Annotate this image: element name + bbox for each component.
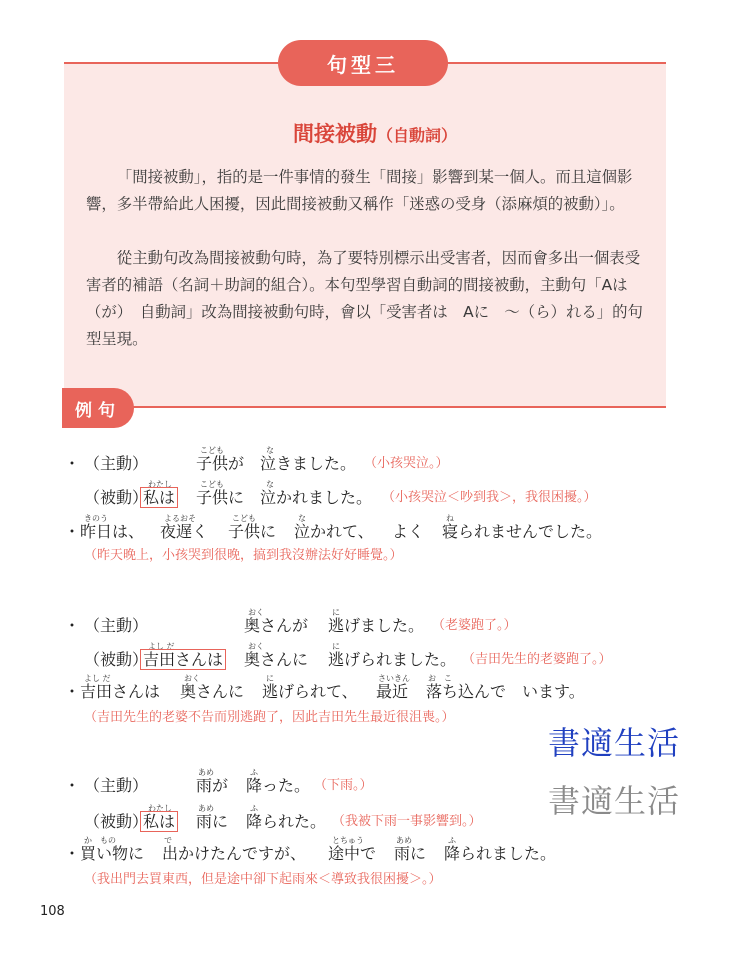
ruby: とちゅう bbox=[332, 836, 364, 845]
active-subject: 雨が bbox=[196, 776, 229, 795]
sentence-part: 子供に bbox=[228, 522, 277, 541]
ruby: よるおそ bbox=[164, 514, 196, 523]
passive-tag: （被動） bbox=[84, 650, 149, 669]
watermark: 書適生活 bbox=[548, 724, 681, 762]
examples-label: 例句 bbox=[62, 388, 134, 428]
ruby: こども bbox=[200, 480, 224, 489]
translation: （昨天晚上，小孩哭到很晚，搞到我沒辦法好好睡覺。） bbox=[84, 548, 403, 563]
ruby: きのう bbox=[84, 514, 108, 523]
active-verb: 泣きました。 bbox=[260, 454, 357, 473]
ruby: よし だ bbox=[84, 674, 111, 683]
passive-verb: 逃げられました。 bbox=[328, 650, 457, 669]
translation: （老婆跑了。） bbox=[432, 618, 517, 633]
active-subject: 子供が bbox=[196, 454, 245, 473]
ruby: あめ bbox=[198, 804, 214, 813]
ruby: おく bbox=[248, 608, 264, 617]
ruby: あめ bbox=[198, 768, 214, 777]
passive-agent: 子供に bbox=[196, 488, 245, 507]
sentence-part: 昨日は、 bbox=[80, 522, 145, 541]
active-tag: （主動） bbox=[84, 454, 149, 473]
ruby: ふ bbox=[250, 804, 258, 813]
ruby: こども bbox=[232, 514, 256, 523]
ruby: で bbox=[164, 836, 172, 845]
ruby: あめ bbox=[396, 836, 412, 845]
sentence-part: 泣かれて、 bbox=[294, 522, 374, 541]
translation: （吉田先生的老婆不告而別逃跑了，因此吉田先生最近很沮喪。） bbox=[84, 710, 455, 725]
active-subject: 奥さんが bbox=[244, 616, 309, 635]
ruby: さいきん bbox=[378, 674, 410, 683]
active-tag: （主動） bbox=[84, 616, 149, 635]
translation: （下雨。） bbox=[314, 778, 373, 793]
examples-divider bbox=[130, 406, 666, 408]
bullet: ・ bbox=[64, 776, 81, 795]
explanation-paragraph-1: 「間接被動」，指的是一件事情的發生「間接」影響到某一個人。而且這個影響，多半帶給此人困擾，因此間接被動又稱作「迷惑の受身（添麻煩的被動）」。 bbox=[86, 168, 633, 213]
ruby: か もの bbox=[84, 836, 116, 845]
ruby: ね bbox=[446, 514, 454, 523]
ruby: な bbox=[298, 514, 306, 523]
bullet: ・ bbox=[64, 454, 81, 473]
pattern-box bbox=[64, 62, 666, 408]
victim-box: 吉田さんは bbox=[140, 649, 226, 670]
translation: （小孩哭泣＜吵到我＞，我很困擾。） bbox=[382, 490, 597, 505]
translation: （小孩哭泣。） bbox=[364, 456, 449, 471]
pattern-title-sub: （自動詞） bbox=[376, 126, 457, 145]
passive-verb: 降られた。 bbox=[246, 812, 327, 831]
sentence-part: 雨に bbox=[394, 844, 427, 863]
passive-agent: 雨に bbox=[196, 812, 229, 831]
sentence-part: 奥さんに bbox=[180, 682, 245, 701]
passive-tag: （被動） bbox=[84, 488, 149, 507]
ruby: こども bbox=[200, 446, 224, 455]
sentence-part: 買い物に bbox=[80, 844, 145, 863]
ruby: わたし bbox=[148, 804, 172, 813]
sentence-part: よく bbox=[392, 522, 425, 541]
bullet: ・ bbox=[64, 522, 81, 541]
explanation-paragraph-2: 從主動句改為間接被動句時，為了要特別標示出受害者，因而會多出一個表受害者的補語（名詞＋助詞的組合）。本句型學習自動詞的間接被動，主動句「Aは（が） 自動詞」改為間接被動句時，會以「受害者は Aに 〜（ら）れる」的句型呈現。 bbox=[86, 249, 643, 348]
sentence-part: 夜遅く bbox=[160, 522, 209, 541]
ruby: な bbox=[266, 480, 274, 489]
ruby: ふ bbox=[448, 836, 456, 845]
pattern-label: 句型三 bbox=[278, 40, 448, 86]
pattern-title-main: 間接被動 bbox=[292, 122, 377, 146]
ruby: おく bbox=[184, 674, 200, 683]
sentence-part: 降られました。 bbox=[444, 844, 557, 863]
ruby: お こ bbox=[428, 674, 452, 683]
ruby: ふ bbox=[250, 768, 258, 777]
translation: （我出門去買東西，但是途中卻下起雨來＜導致我很困擾＞。） bbox=[84, 872, 442, 887]
ruby: よし だ bbox=[148, 642, 175, 651]
active-verb: 逃げました。 bbox=[328, 616, 425, 635]
ruby: おく bbox=[248, 642, 264, 651]
ruby: わたし bbox=[148, 480, 172, 489]
sentence-part: 途中で bbox=[328, 844, 377, 863]
sentence-part: います。 bbox=[522, 682, 585, 701]
sentence-part: 落ち込んで bbox=[426, 682, 507, 701]
sentence-part: 出かけたんですが、 bbox=[162, 844, 307, 863]
active-tag: （主動） bbox=[84, 776, 149, 795]
ruby: な bbox=[266, 446, 274, 455]
victim-box: 私は bbox=[140, 487, 178, 508]
sentence-part: 寝られませんでした。 bbox=[442, 522, 603, 541]
ruby: に bbox=[332, 642, 340, 651]
bullet: ・ bbox=[64, 682, 81, 701]
translation: （我被下雨一事影響到。） bbox=[332, 814, 482, 829]
passive-tag: （被動） bbox=[84, 812, 149, 831]
watermark: 書適生活 bbox=[548, 782, 681, 820]
bullet: ・ bbox=[64, 616, 81, 635]
victim-box: 私は bbox=[140, 811, 178, 832]
ruby: に bbox=[266, 674, 274, 683]
passive-verb: 泣かれました。 bbox=[260, 488, 373, 507]
sentence-part: 最近 bbox=[376, 682, 409, 701]
active-verb: 降った。 bbox=[246, 776, 311, 795]
page-number: 108 bbox=[40, 904, 65, 919]
passive-agent: 奥さんに bbox=[244, 650, 309, 669]
translation: （吉田先生的老婆跑了。） bbox=[462, 652, 612, 667]
ruby: に bbox=[332, 608, 340, 617]
bullet: ・ bbox=[64, 844, 81, 863]
sentence-part: 吉田さんは bbox=[80, 682, 161, 701]
pattern-title bbox=[0, 118, 750, 148]
sentence-part: 逃げられて、 bbox=[262, 682, 358, 701]
